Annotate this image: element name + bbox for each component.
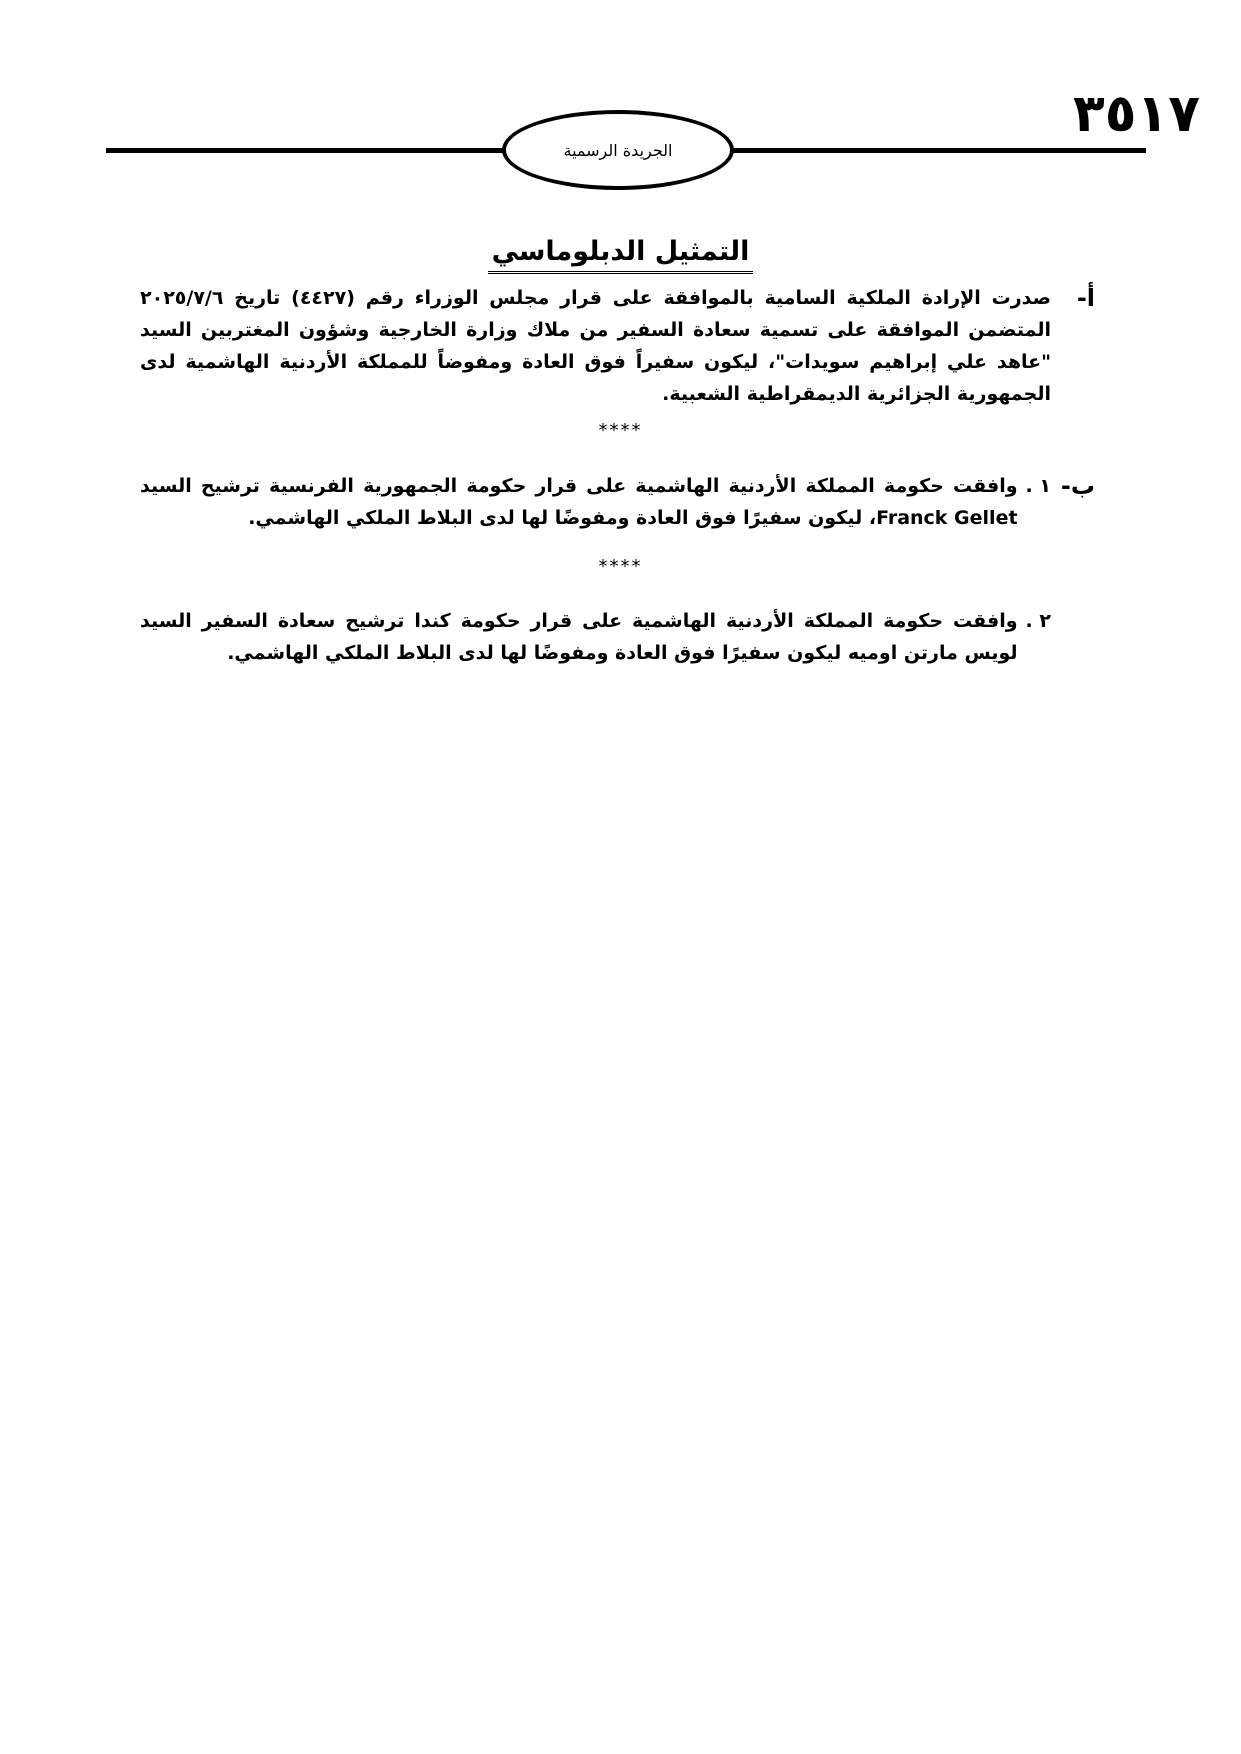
section-b-item-1-text-after: ، ليكون سفيرًا فوق العادة ومفوضًا لها لدى البلاط الملكي الهاشمي.	[248, 507, 877, 529]
separator-1: ****	[598, 420, 643, 441]
gazette-label: الجريدة الرسمية	[563, 140, 673, 160]
section-a-text: صدرت الإرادة الملكية السامية بالموافقة على قرار مجلس الوزراء رقم (٤٤٢٧) تاريخ ٢٠٢٥/٧/٦ المتضمن الموافقة على تسمية سعادة السفير من ملاك وزارة الخارجية وشؤون المغتربين السيد "عاهد علي إبراهيم سويدات"، ليكون سفيراً فوق العادة ومفوضاً للمملكة الأردنية الهاشمية لدى الجمهورية الجزائرية الديمقراطية الشعبية.	[140, 287, 1051, 405]
section-b-item-1-text	[140, 470, 1018, 534]
section-b-item-1	[140, 470, 1051, 534]
page-number: ٣٥١٧	[1073, 84, 1200, 144]
section-b-item-2-number: ٢ .	[1025, 610, 1051, 632]
section-b	[140, 470, 1095, 534]
document-title-text: التمثيل الدبلوماسي	[488, 236, 754, 274]
section-b-item-2	[140, 605, 1051, 669]
section-b-item-2-block	[140, 605, 1095, 669]
separator-2: ****	[598, 556, 643, 577]
gazette-header-oval	[502, 110, 734, 190]
document-title	[0, 236, 1241, 274]
section-b-item-2-text: وافقت حكومة المملكة الأردنية الهاشمية على قرار حكومة كندا ترشيح سعادة السفير السيد لويس مارتن اوميه ليكون سفيرًا فوق العادة ومفوضًا لها لدى البلاط الملكي الهاشمي.	[140, 610, 1018, 664]
section-a	[140, 282, 1095, 410]
section-a-marker: أ-	[1076, 284, 1095, 312]
section-b-item-1-number: ١ .	[1025, 475, 1051, 497]
nominee-name-latin: Franck Gellet	[876, 507, 1018, 529]
section-b-item-1-text-before: وافقت حكومة المملكة الأردنية الهاشمية على قرار حكومة الجمهورية الفرنسية ترشيح السيد	[140, 475, 1018, 497]
section-b-marker: ب-	[1060, 472, 1095, 500]
